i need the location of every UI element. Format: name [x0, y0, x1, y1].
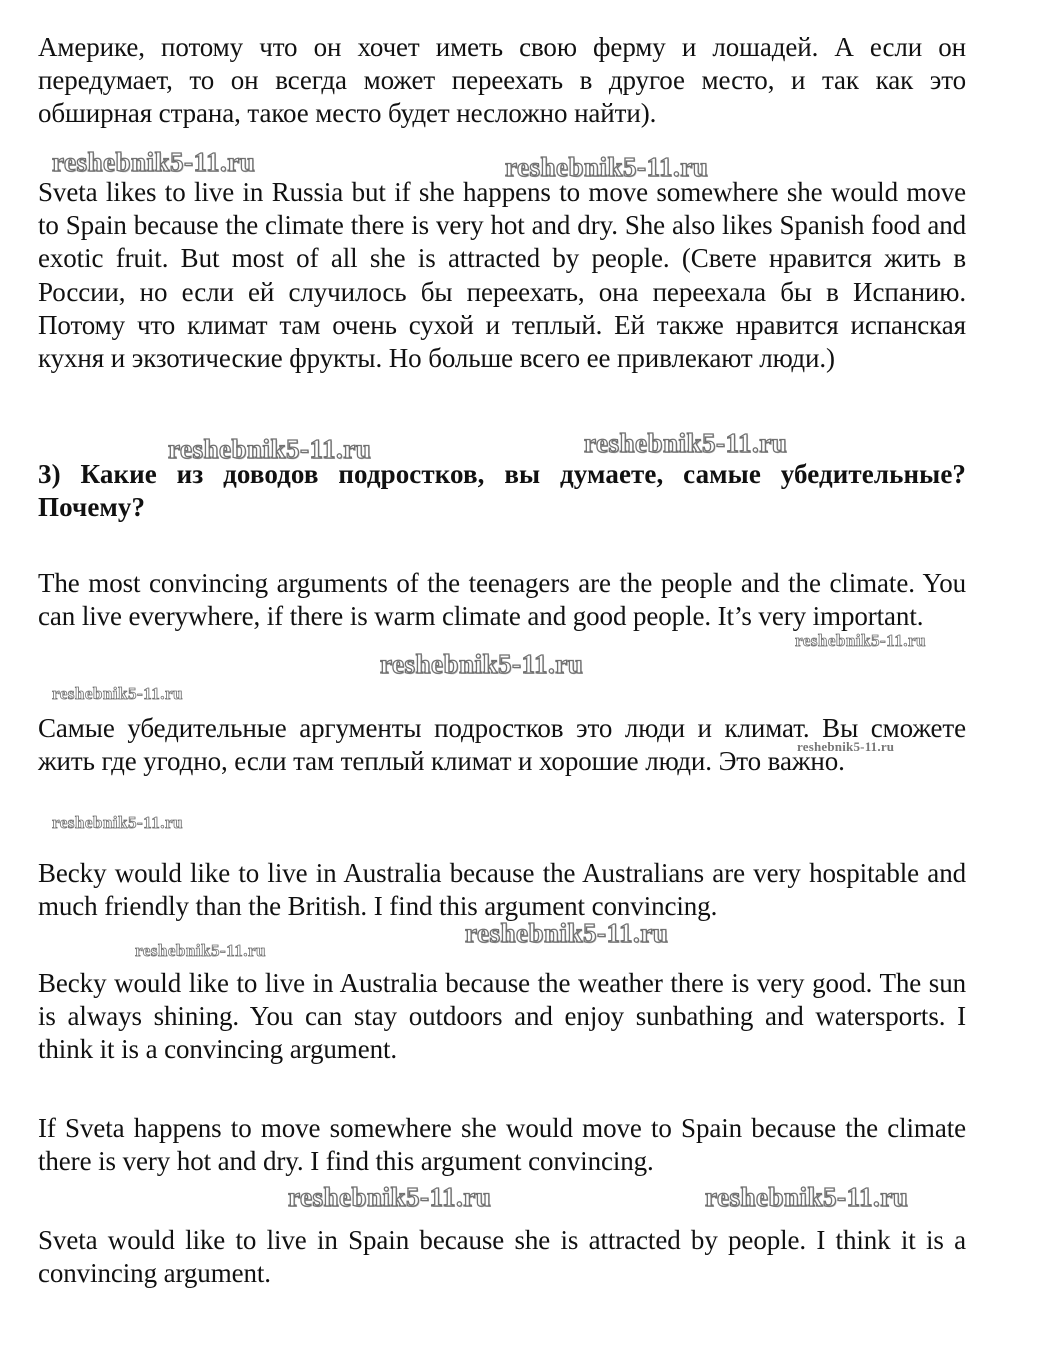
paragraph-sveta-russia: Sveta likes to live in Russia but if she happens to move somewhere she would move to Spain because the climate there is very hot and dry. She also likes Spanish food and exotic fruit. But most of all she is attracted by people. (Свете нравится жить в России, но если ей случилось бы переехать, она переехала бы в Испанию. Потому что климат там очень сухой и теплый. Ей также нравится испанская кухня и экзотические фрукты. Но больше всего ее привлекают люди.) [38, 177, 966, 374]
watermark: reshebnik5-11.ru [465, 918, 669, 948]
watermark: reshebnik5-11.ru [795, 631, 926, 650]
watermark: reshebnik5-11.ru [584, 428, 788, 458]
paragraph-sveta-climate: If Sveta happens to move somewhere she would move to Spain because the climate there is very hot and dry. I find this argument convincing. [38, 1113, 966, 1177]
watermark: reshebnik5-11.ru [52, 813, 183, 832]
watermark: reshebnik5-11.ru [288, 1182, 492, 1212]
watermark: reshebnik5-11.ru [52, 147, 256, 177]
watermark: reshebnik5-11.ru [168, 434, 372, 464]
watermark: reshebnik5-11.ru [380, 649, 584, 679]
watermark: reshebnik5-11.ru [705, 1182, 909, 1212]
paragraph-sveta-people: Sveta would like to live in Spain because she is attracted by people. I think it is a convincing argument. [38, 1225, 966, 1289]
paragraph-most-convincing-en: The most convincing arguments of the teenagers are the people and the climate. You can live everywhere, if there is warm climate and good people. It’s very important. [38, 568, 966, 632]
paragraph-becky-people: Becky would like to live in Australia because the Australians are very hospitable and much friendly than the British. I find this argument convincing. [38, 858, 966, 922]
watermark: reshebnik5-11.ru [505, 152, 709, 182]
watermark: reshebnik5-11.ru [135, 941, 266, 960]
watermark: reshebnik5-11.ru [797, 739, 895, 754]
watermark: reshebnik5-11.ru [52, 684, 183, 703]
paragraph-most-convincing-ru: Самые убедительные аргументы подростков это люди и климат. Вы сможете жить где угодно, если там теплый климат и хорошие люди. Это важно. [38, 713, 966, 777]
paragraph-russian-continuation: Америке, потому что он хочет иметь свою ферму и лошадей. А если он передумает, то он всегда может переехать в другое место, и так как это обширная страна, такое место будет несложно найти). [38, 32, 966, 129]
question-heading: 3) Какие из доводов подростков, вы думаете, самые убедительные? Почему? [38, 459, 966, 523]
paragraph-becky-weather: Becky would like to live in Australia because the weather there is very good. The sun is always shining. You can stay outdoors and enjoy sunbathing and watersports. I think it is a convincing argument. [38, 968, 966, 1065]
